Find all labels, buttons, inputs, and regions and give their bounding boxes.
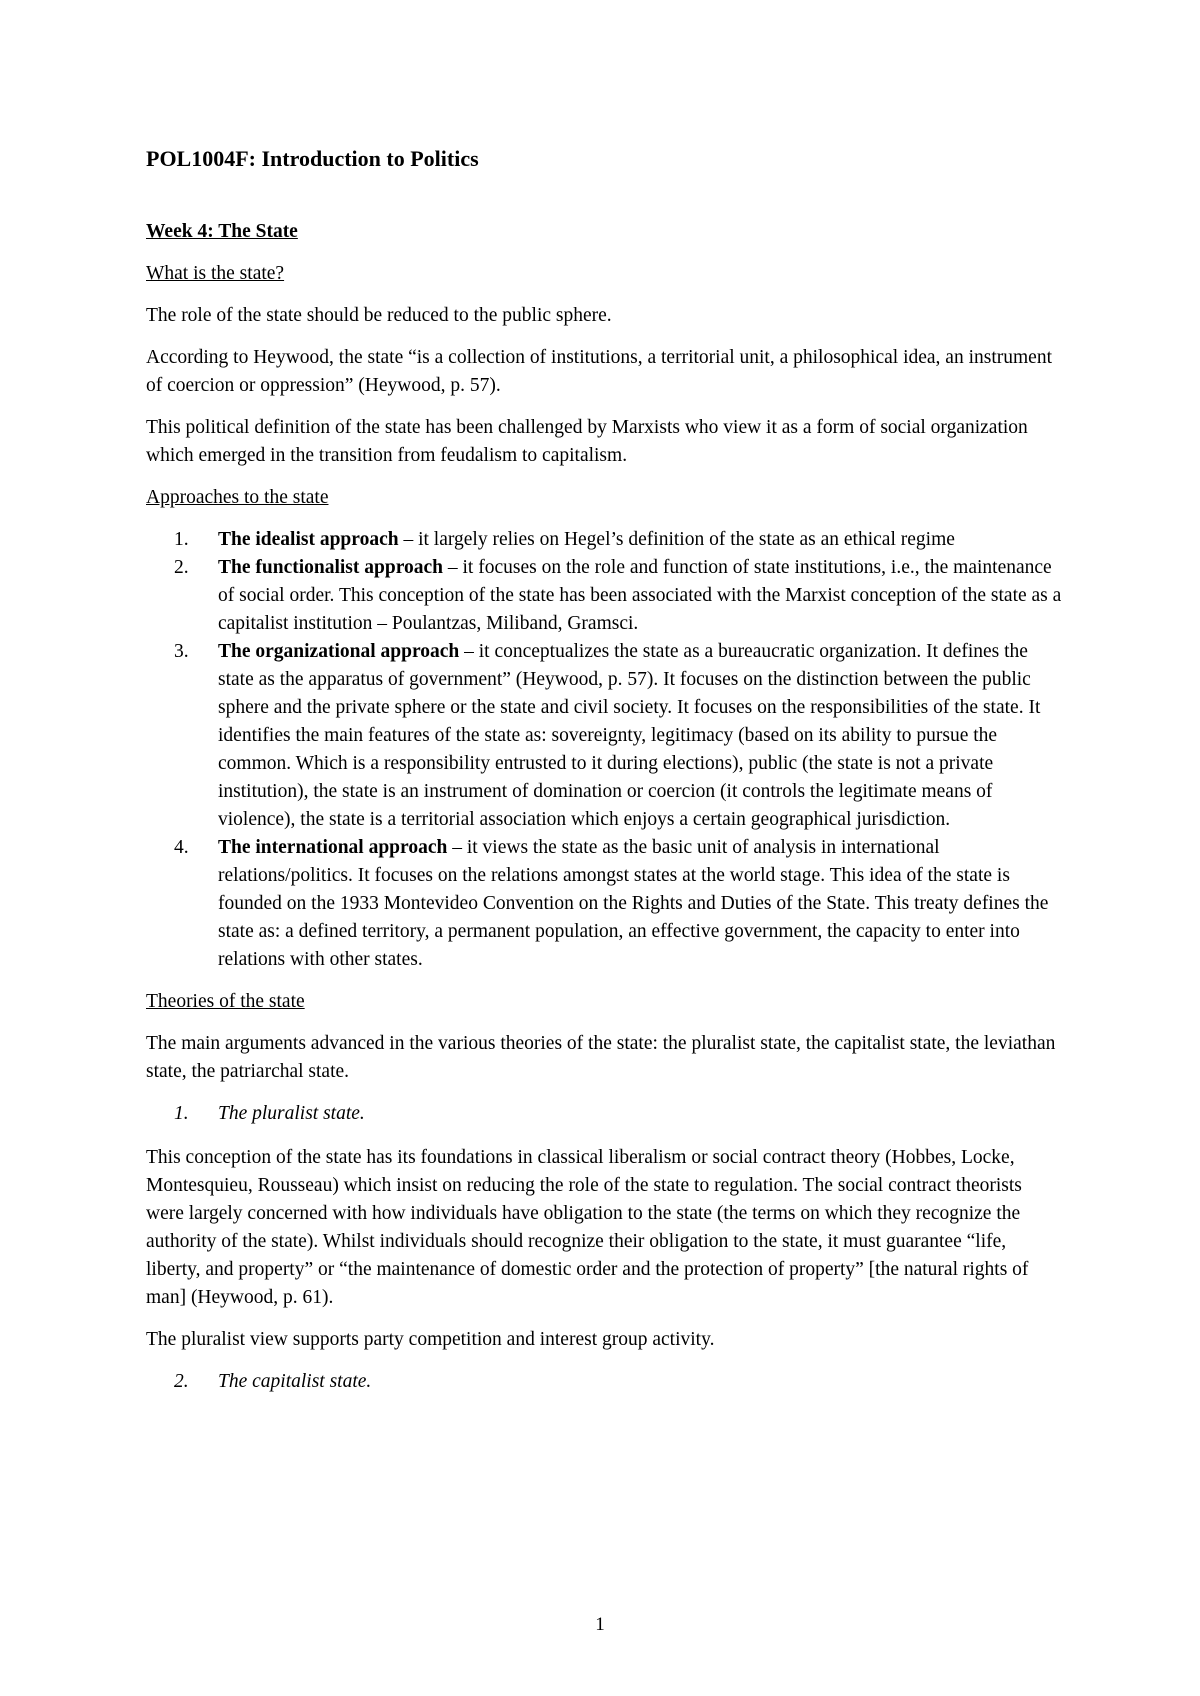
list-item-term: The functionalist approach [218,557,444,578]
paragraph: According to Heywood, the state “is a collection of institutions, a territorial unit, a philosophical idea, an instrument of coercion or oppression” (Heywood, p. 57). [146,347,1052,396]
theory-item-number: 2. [174,1371,189,1392]
list-item-number: 1. [174,529,189,550]
paragraph: This political definition of the state has been challenged by Marxists who view it as a form of social organization which emerged in the transition from feudalism to capitalism. [146,417,1028,466]
list-item [146,526,1062,554]
document-body [146,144,1062,1412]
list-item-text: – it conceptualizes the state as a bureaucratic organization. It defines the state as the apparatus of government” (Heywood, p. 57). It focuses on the distinction between the public sphere and the private sphere or the state and civil society. It focuses on the responsibilities of the state. It identifies the main features of the state as: sovereignty, legitimacy (based on its ability to pursue the common. Which is a responsibility entrusted to it during elections), public (the state is not a private institution), the state is an instrument of domination or coercion (it controls the legitimate means of violence), the state is a territorial association which enjoys a certain geographical jurisdiction. [218,641,1041,830]
list-item-text: – it views the state as the basic unit of analysis in international relations/politics. It focuses on the relations amongst states at the world stage. This idea of the state is founded on the 1933 Montevideo Convention on the Rights and Duties of the State. This treaty defines the state as: a defined territory, a permanent population, an effective government, the capacity to enter into relations with other states. [218,837,1049,970]
paragraph: The pluralist view supports party competition and interest group activity. [146,1329,715,1350]
list-item-term: The organizational approach [218,641,460,662]
list-item [146,638,1062,834]
list-item-text: – it focuses on the role and function of state institutions, i.e., the maintenance of social order. This conception of the state has been associated with the Marxist conception of the state as a capitalist institution – Poulantzas, Miliband, Gramsci. [218,557,1062,634]
list-item-term: The international approach [218,837,448,858]
list-item-number: 4. [174,837,189,858]
paragraph: The main arguments advanced in the various theories of the state: the pluralist state, the capitalist state, the leviathan state, the patriarchal state. [146,1033,1056,1082]
theories-heading: Theories of the state [146,991,305,1012]
list-item-number: 2. [174,557,189,578]
list-item-term: The idealist approach [218,529,399,550]
theory-item-label: The capitalist state. [218,1371,372,1392]
what-is-state-heading: What is the state? [146,263,285,284]
page-number: 1 [595,1614,605,1635]
list-item-text: – it largely relies on Hegel’s definition of the state as an ethical regime [398,529,955,550]
theory-item-pluralist [146,1100,1062,1128]
approaches-list [146,526,1062,974]
document-title: POL1004F: Introduction to Politics [146,146,479,171]
theory-item-number: 1. [174,1103,189,1124]
list-item [146,834,1062,974]
list-item [146,554,1062,638]
theory-item-capitalist [146,1368,1062,1396]
paragraph: This conception of the state has its foundations in classical liberalism or social contract theory (Hobbes, Locke, Montesquieu, Rousseau) which insist on reducing the role of the state to regulation. The social contract theorists were largely concerned with how individuals have obligation to the state (the terms on which they recognize the authority of the state). Whilst individuals should recognize their obligation to the state, it must guarantee “life, liberty, and property” or “the maintenance of domestic order and the protection of property” [the natural rights of man] (Heywood, p. 61). [146,1147,1029,1308]
theory-item-label: The pluralist state. [218,1103,365,1124]
paragraph: The role of the state should be reduced to the public sphere. [146,305,612,326]
week-heading: Week 4: The State [146,221,298,242]
approaches-heading: Approaches to the state [146,487,329,508]
list-item-number: 3. [174,641,189,662]
